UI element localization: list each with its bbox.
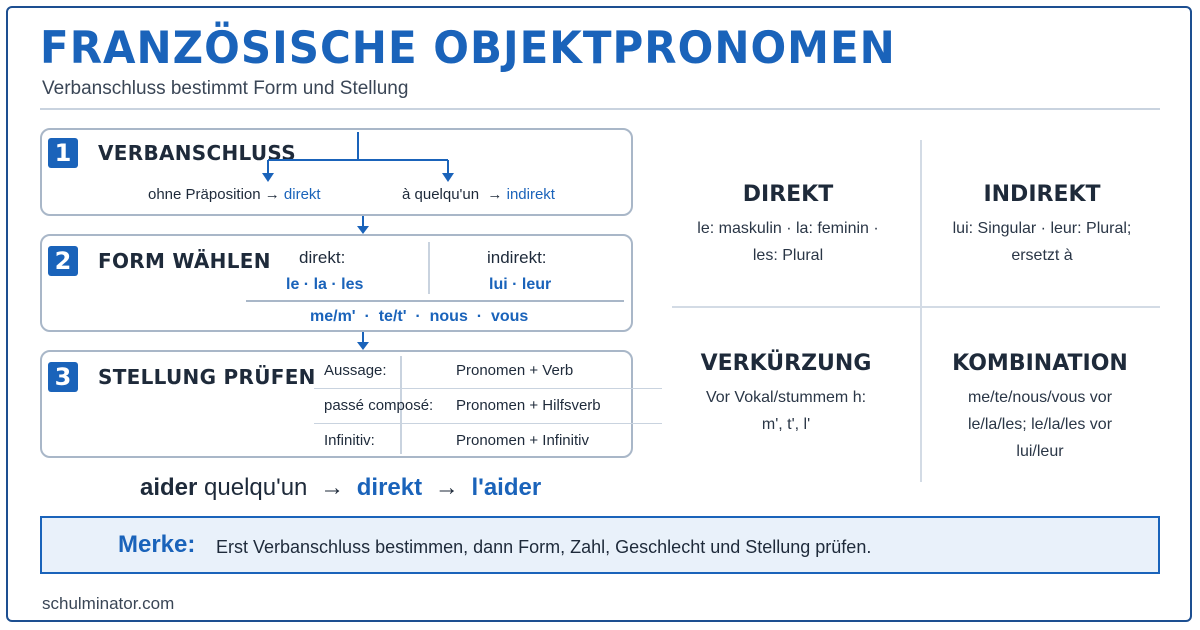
quadrant-title: DIREKT xyxy=(742,182,834,207)
quadrant-title: KOMBINATION xyxy=(952,351,1128,376)
step-3-box xyxy=(40,350,633,458)
step-2-badge: 2 xyxy=(48,246,78,276)
quadrant-line: me/te/nous/vous vor xyxy=(967,389,1113,406)
quadrant-title: INDIREKT xyxy=(983,182,1101,207)
direct-forms: le · la · les xyxy=(286,276,364,293)
step-1-title: VERBANSCHLUSS xyxy=(98,141,296,165)
a-quelqu-un-rule xyxy=(402,186,555,203)
a-quelqu-un-label: à quelqu'un → xyxy=(402,186,503,203)
branch-connector xyxy=(42,130,632,190)
example-direct: direkt xyxy=(356,474,423,501)
header-divider xyxy=(40,108,1160,110)
quadrant-line: Vor Vokal/stummem h: xyxy=(705,389,867,406)
quadrant-text xyxy=(668,215,908,269)
page-title: FRANZÖSISCHE OBJEKTPRONOMEN xyxy=(40,22,896,74)
step-2-title: FORM WÄHLEN xyxy=(98,249,271,273)
position-order: Pronomen + Infinitiv xyxy=(456,432,589,449)
direct-result: direkt xyxy=(283,186,321,203)
quadrant-direkt xyxy=(668,182,908,269)
quadrant-line: ersetzt à xyxy=(1011,247,1073,264)
position-order: Pronomen + Verb xyxy=(456,362,574,379)
indirect-label: indirekt: xyxy=(487,248,547,267)
position-context: passé composé: xyxy=(324,397,434,414)
quadrant-text xyxy=(666,384,906,438)
quadrant-line: lui/leur xyxy=(1016,443,1064,460)
quadrant-line: le: maskulin · la: feminin · xyxy=(697,220,879,237)
position-row xyxy=(314,389,662,424)
example-object: quelqu'un xyxy=(204,474,308,501)
indirect-forms: lui · leur xyxy=(489,276,552,293)
quadrant-text xyxy=(920,384,1160,465)
indirect-result: indirekt xyxy=(506,186,555,203)
quadrant-indirekt xyxy=(922,182,1162,269)
shared-forms: me/m' · te/t' · nous · vous xyxy=(310,308,529,325)
form-divider xyxy=(428,242,430,294)
quadrant-verkuerzung xyxy=(666,351,906,438)
merke-text: Erst Verbanschluss bestimmen, dann Form, Zahl, Geschlecht und Stellung prüfen. xyxy=(216,537,872,557)
position-row xyxy=(314,354,662,389)
step-1-badge: 1 xyxy=(48,138,78,168)
quadrant-horizontal-divider xyxy=(672,306,1160,308)
quadrant-line: lui: Singular · leur: Plural; xyxy=(952,220,1132,237)
shared-forms-divider xyxy=(246,300,624,302)
arrow-head-2 xyxy=(357,342,369,350)
quadrant-line: le/la/les; le/la/les vor xyxy=(967,416,1113,433)
step-2-box xyxy=(40,234,633,332)
merke-label: Merke: xyxy=(118,531,196,558)
step-3-title: STELLUNG PRÜFEN xyxy=(98,365,316,389)
example-line xyxy=(140,474,541,502)
position-row xyxy=(314,424,662,458)
quadrant-title: VERKÜRZUNG xyxy=(700,351,872,376)
no-preposition-rule xyxy=(148,186,321,203)
no-preposition-label: ohne Präposition → xyxy=(148,186,280,203)
step-3-badge: 3 xyxy=(48,362,78,392)
arrow-head-1 xyxy=(357,226,369,234)
position-context: Infinitiv: xyxy=(324,432,375,449)
example-verb: aider xyxy=(140,474,198,501)
example-arrow-2: → xyxy=(434,474,459,501)
position-order: Pronomen + Hilfsverb xyxy=(456,397,601,414)
step-1-box xyxy=(40,128,633,216)
quadrant-line: m', t', l' xyxy=(761,416,811,433)
direct-label: direkt: xyxy=(299,248,346,267)
quadrant-text xyxy=(922,215,1162,269)
example-result: l'aider xyxy=(471,474,542,501)
page-subtitle: Verbanschluss bestimmt Form und Stellung xyxy=(42,78,409,99)
footer-site[interactable]: schulminator.com xyxy=(42,594,175,613)
example-arrow-1: → xyxy=(320,474,345,501)
position-context: Aussage: xyxy=(324,362,387,379)
merke-box xyxy=(40,516,1160,574)
quadrant-kombination xyxy=(920,351,1160,465)
quadrant-line: les: Plural xyxy=(752,247,824,264)
